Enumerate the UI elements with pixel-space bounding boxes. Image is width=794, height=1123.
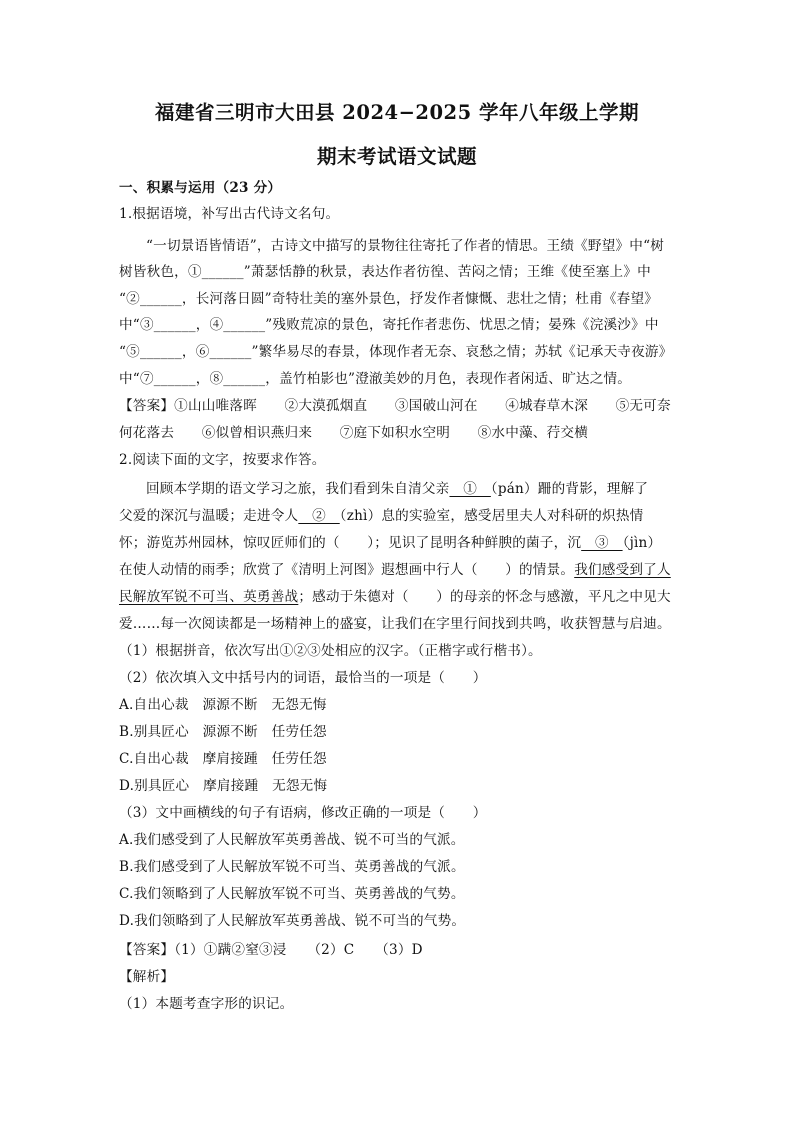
q1-passage-line: “②______，长河落日圆”奇特壮美的塞外景色，抒发作者慷慨、悲壮之情；杜甫《春望》 <box>119 291 659 307</box>
q1-passage-line: “⑤______，⑥______”繁华易尽的春景，体现作者无奈、哀愁之情；苏轼《记承天寺夜游》 <box>119 344 673 360</box>
analysis-label: 【解析】 <box>119 969 175 985</box>
text-span: 怀；游览苏州园林，惊叹匠师们的（ ）；见识了昆明各种鲜腴的菌子，沉 <box>119 535 582 551</box>
q1-passage-line: 中“③______，④______”残败荒凉的景色，寄托作者悲伤、忧思之情；晏殊《浣溪沙》中 <box>119 317 659 333</box>
q2-subquestion-2: （2）依次填入文中括号内的词语，最恰当的一项是（ ） <box>119 670 487 686</box>
section-heading: 一、积累与运用（23 分） <box>119 180 282 196</box>
q2-passage-line: 爱……每一次阅读都是一场精神上的盛宴，让我们在字里行间找到共鸣，收获智慧与启迪。 <box>119 616 671 632</box>
q1-prompt: 1.根据语境，补写出古代诗文名句。 <box>119 206 340 222</box>
title-line-1: 福建省三明市大田县 2024−2025 学年八年级上学期 <box>155 101 639 124</box>
q1-answer-line: 【答案】①山山唯落晖 ②大漠孤烟直 ③国破山河在 ④城春草木深 ⑤无可奈 <box>119 398 671 414</box>
title-line-2: 期末考试语文试题 <box>316 145 477 168</box>
option-b: B.我们感受到了人民解放军锐不可当、英勇善战的气派。 <box>119 859 465 875</box>
option-c: C.我们领略到了人民解放军锐不可当、英勇善战的气势。 <box>119 886 465 902</box>
q2-passage-line <box>119 530 661 556</box>
text-span: 回顾本学期的语文学习之旅，我们看到朱自清父亲 <box>146 481 450 497</box>
q1-passage-line: 树皆秋色，①______”萧瑟恬静的秋景，表达作者彷徨、苦闷之情；王维《使至塞上》中 <box>119 264 651 280</box>
q2-passage-line <box>119 503 643 529</box>
q2-passage-line <box>119 557 671 583</box>
fill-blank-3: ③ <box>581 535 623 551</box>
option-c: C.自出心裁 摩肩接踵 任劳任怨 <box>119 751 327 767</box>
q1-answer-line: 何花落去 ⑥似曾相识燕归来 ⑦庭下如积水空明 ⑧水中藻、荇交横 <box>119 425 588 441</box>
analysis-line: （1）本题考查字形的识记。 <box>119 996 294 1012</box>
q1-passage-line: “一切景语皆情语”，古诗文中描写的景物往往寄托了作者的情思。王绩《野望》中“树 <box>146 238 665 254</box>
option-b: B.别具匠心 源源不断 任劳任怨 <box>119 724 327 740</box>
q2-passage-line <box>146 476 648 502</box>
q2-subquestion-1: （1）根据拼音，依次写出①②③处相应的汉字。（正楷字或行楷书）。 <box>119 643 542 659</box>
option-a: A.我们感受到了人民解放军英勇善战、锐不可当的气派。 <box>119 832 465 848</box>
fill-blank-1: ① <box>449 481 491 497</box>
fill-blank-2: ② <box>298 508 340 524</box>
q2-subquestion-3: （3）文中画横线的句子有语病，修改正确的一项是（ ） <box>119 805 487 821</box>
text-span: （pán）跚的背影，理解了 <box>490 481 649 497</box>
q2-answer: 【答案】（1）①蹒②窒③浸 （2）C （3）D <box>119 942 423 958</box>
option-d: D.别具匠心 摩肩接踵 无怨无悔 <box>119 778 328 794</box>
underlined-sentence: 我们感受到了人 <box>574 562 671 578</box>
q1-passage-line: 中“⑦______，⑧______，盖竹柏影也”澄澈美妙的月色，表现作者闲适、旷达之情。 <box>119 371 632 387</box>
q2-prompt: 2.阅读下面的文字，按要求作答。 <box>119 452 326 468</box>
text-span: 在使人动情的雨季；欣赏了《清明上河图》遐想画中行人（ ）的情景。 <box>119 562 575 578</box>
q2-passage-line <box>119 584 671 610</box>
text-span: ；感动于朱德对（ ）的母亲的怀念与感激，平凡之中见大 <box>298 589 671 605</box>
text-span: （jìn） <box>622 535 662 551</box>
option-a: A.自出心裁 源源不断 无怨无悔 <box>119 697 327 713</box>
text-span: （zhì）息的实验室，感受居里夫人对科研的炽热情 <box>339 508 644 524</box>
option-d: D.我们领略到了人民解放军英勇善战、锐不可当的气势。 <box>119 913 466 929</box>
text-span: 父爱的深沉与温暖；走进令人 <box>119 508 299 524</box>
underlined-sentence: 民解放军锐不可当、英勇善战 <box>119 589 299 605</box>
